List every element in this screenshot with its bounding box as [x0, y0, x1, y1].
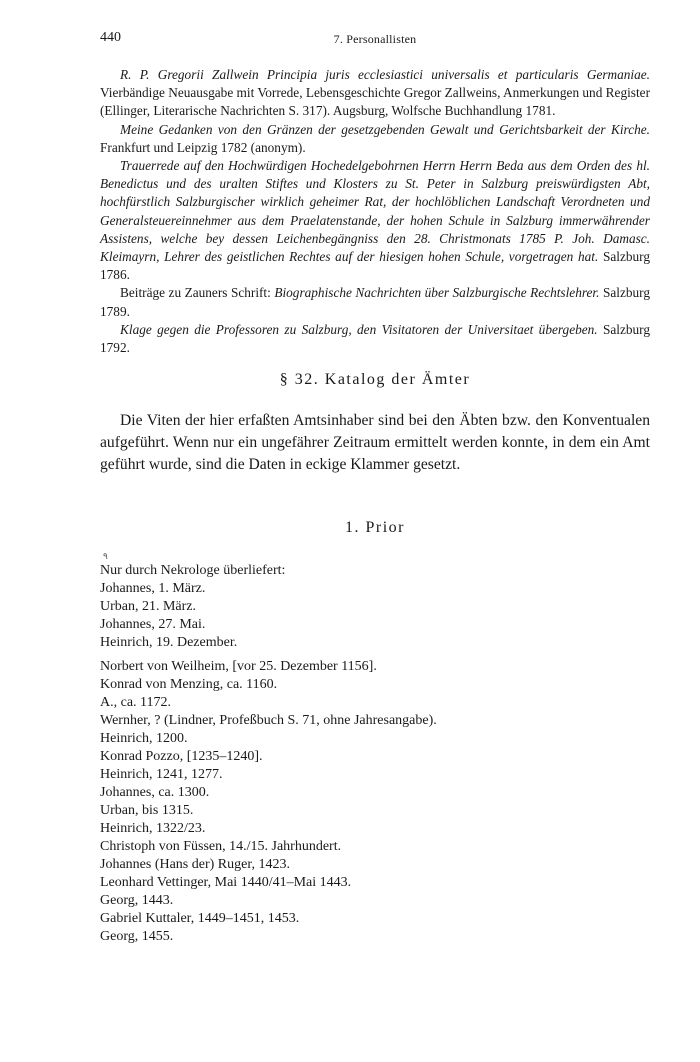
list-item: Konrad von Menzing, ca. 1160.: [100, 677, 278, 692]
bibliography-entry: [100, 121, 650, 157]
publication-details: Vierbändige Neuausgabe mit Vorrede, Lebensgeschichte Gregor Zallweins, Anmerkungen und Register (Ellinger, Literarische Nachrichten S. 317). Augsburg, Wolfsche Buchhandlung 1781.: [100, 85, 650, 119]
list-item: Heinrich, 19. Dezember.: [100, 635, 238, 650]
list-item: Gabriel Kuttaler, 1449–1451, 1453.: [100, 911, 300, 926]
list-item: Wernher, ? (Lindner, Profeßbuch S. 71, ohne Jahresangabe).: [100, 713, 437, 728]
section-intro: [100, 410, 650, 476]
bibliography-entry: [100, 321, 650, 357]
prior-list: [100, 658, 650, 946]
subsection-heading: 1. Prior: [345, 519, 405, 536]
necrology-list: [100, 562, 650, 652]
section-heading: § 32. Katalog der Ämter: [279, 371, 471, 388]
publication-details: Frankfurt und Leipzig 1782 (anonym).: [100, 139, 306, 155]
entry-prefix: Beiträge zu Zauners Schrift:: [120, 285, 275, 301]
list-item: Georg, 1455.: [100, 929, 174, 944]
list-item: Heinrich, 1322/23.: [100, 821, 206, 836]
list-item: Johannes, 1. März.: [100, 581, 206, 596]
list-item: A., ca. 1172.: [100, 695, 172, 710]
work-title: Klage gegen die Professoren zu Salzburg, den Visitatoren der Universitaet übergeben.: [120, 321, 598, 337]
list-item: Norbert von Weilheim, [vor 25. Dezember 1156].: [100, 659, 377, 674]
publication-details: Salzburg 1789.: [100, 285, 650, 319]
list-item: Urban, bis 1315.: [100, 803, 194, 818]
list-item: Georg, 1443.: [100, 893, 174, 908]
chapter-title: 7. Personallisten: [333, 32, 417, 46]
list-item: Konrad Pozzo, [1235–1240].: [100, 749, 263, 764]
bibliography-entry: [100, 66, 650, 121]
list-item: Nur durch Nekrologe überliefert:: [100, 563, 286, 578]
list-item: Urban, 21. März.: [100, 599, 197, 614]
list-item: Heinrich, 1241, 1277.: [100, 767, 223, 782]
running-head: [100, 30, 650, 50]
list-item: Christoph von Füssen, 14./15. Jahrhundert.: [100, 839, 342, 854]
publication-details: Salzburg 1792.: [100, 321, 650, 356]
work-title: Meine Gedanken von den Gränzen der gesetzgebenden Gewalt und Gerichtsbarkeit der Kirche.: [120, 121, 650, 137]
annotation-mark: ٩: [103, 551, 108, 561]
bibliography-entry: [100, 157, 650, 284]
page-number: 440: [100, 30, 121, 45]
list-item: Johannes, ca. 1300.: [100, 785, 210, 800]
list-item: Heinrich, 1200.: [100, 731, 188, 746]
bibliography-entry: [100, 284, 650, 320]
work-title: Trauerrede auf den Hochwürdigen Hochedelgebohrnen Herrn Herrn Beda aus dem Orden des hl. Benedictus und des uralten Stiftes und Klosters zu St. Peter in Salzburg preiswürdigsten Abt, hochfürstlich Salzburgischer wirklich geheimer Rat, der hochlöblichen Landschaft Verordneten und Generalsteuereinnehmer aus dem Praelatenstande, der hohen Schule in Salzburg immerwährender Assistens, welche bey dessen Leichenbegängniss den 28. Christmonats 1785 P. Joh. Damasc. Kleimayrn, Lehrer des geistlichen Rechtes auf der hiesigen hohen Schule, vorgetragen hat.: [100, 158, 650, 265]
intro-paragraph: Die Viten der hier erfaßten Amtsinhaber sind bei den Äbten bzw. den Konventualen aufgeführt. Wenn nur ein ungefährer Zeitraum ermittelt werden konnte, in dem ein Amt geführt wurde, sind die Daten in eckige Klammer gesetzt.: [100, 412, 650, 473]
work-title: R. P. Gregorii Zallwein Principia juris ecclesiastici universalis et particularis Germaniae.: [120, 67, 650, 82]
list-item: Johannes, 27. Mai.: [100, 617, 206, 632]
bibliography-list: [100, 66, 650, 357]
work-title: Biographische Nachrichten über Salzburgische Rechtslehrer.: [274, 285, 600, 301]
list-item: Johannes (Hans der) Ruger, 1423.: [100, 857, 290, 872]
list-item: Leonhard Vettinger, Mai 1440/41–Mai 1443.: [100, 875, 352, 890]
publication-details: Salzburg 1786.: [100, 249, 650, 283]
